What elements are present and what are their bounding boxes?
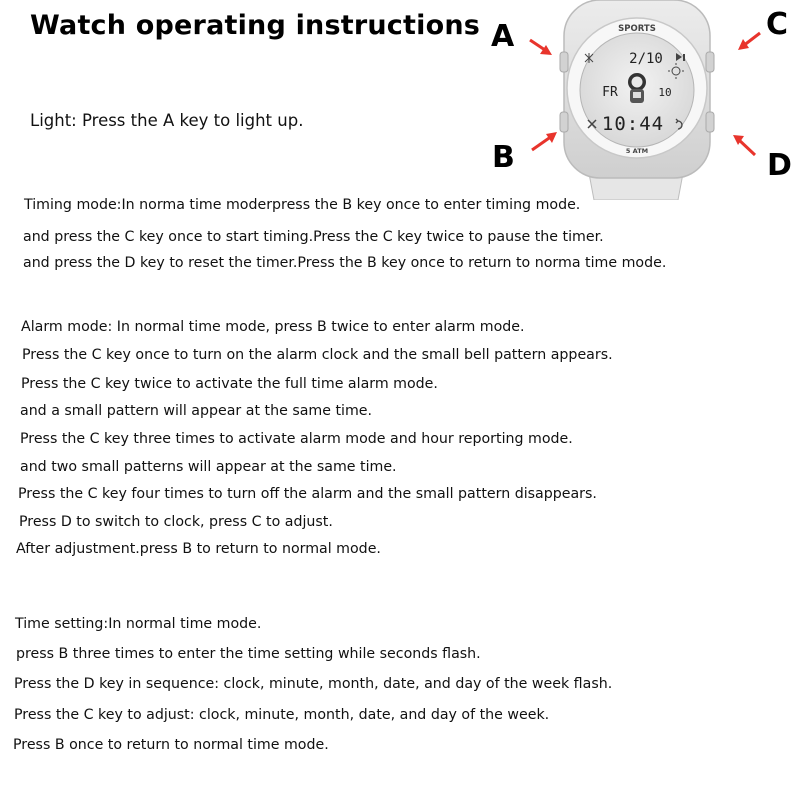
button-c [706,52,714,72]
alarm-line: Press the C key once to turn on the alarm clock and the small bell pattern appears. [22,347,613,363]
water-resistance-text: 5 ATM [625,147,649,155]
button-a [560,52,568,72]
light-instruction: Light: Press the A key to light up. [30,111,304,130]
time-setting-line: Time setting:In normal time mode. [15,616,262,632]
timing-line: Timing mode:In norma time moderpress the B key once to enter timing mode. [24,197,581,213]
alarm-line: Press the C key twice to activate the full time alarm mode. [21,376,438,392]
day-display: FR [602,85,618,100]
time-setting-line: Press B once to return to normal time mode. [13,737,329,753]
alarm-line: and a small pattern will appear at the same time. [20,403,373,419]
date-display: 2/10 [629,51,663,67]
alarm-line: Alarm mode: In normal time mode, press B twice to enter alarm mode. [21,319,525,335]
alarm-line: Press the C key three times to activate alarm mode and hour reporting mode. [20,431,573,447]
alarm-line: Press the C key four times to turn off the alarm and the small pattern disappears. [18,486,597,502]
brand-text: SPORTS [618,24,656,34]
time-setting-line: Press the D key in sequence: clock, minute, month, date, and day of the week flash. [14,676,613,692]
time-display: 10:44 [601,113,665,135]
watch-illustration [480,0,800,200]
arrow-a-icon [530,40,552,55]
time-setting-line: Press the C key to adjust: clock, minute, month, date, and day of the week. [14,707,550,723]
key-label-b: B [492,140,515,175]
key-label-d: D [767,148,792,183]
watch-diagram [480,0,800,200]
arrow-c-icon [738,33,760,50]
timing-line: and press the C key once to start timing.Press the C key twice to pause the timer. [23,229,604,245]
timing-line: and press the D key to reset the timer.Press the B key once to return to norma time mode. [23,255,667,271]
astronaut-icon [628,73,646,103]
key-label-a: A [491,19,515,54]
time-setting-line: press B three times to enter the time setting while seconds flash. [16,646,481,662]
alarm-line: After adjustment.press B to return to normal mode. [16,541,381,557]
page-title: Watch operating instructions [30,10,481,41]
arrow-d-icon [733,135,755,155]
key-label-c: C [766,7,789,42]
button-b [560,112,568,132]
alarm-line: and two small patterns will appear at the same time. [20,459,397,475]
button-d [706,112,714,132]
seconds-display: 10 [658,86,672,99]
arrow-b-icon [532,132,557,150]
alarm-line: Press D to switch to clock, press C to adjust. [19,514,333,530]
